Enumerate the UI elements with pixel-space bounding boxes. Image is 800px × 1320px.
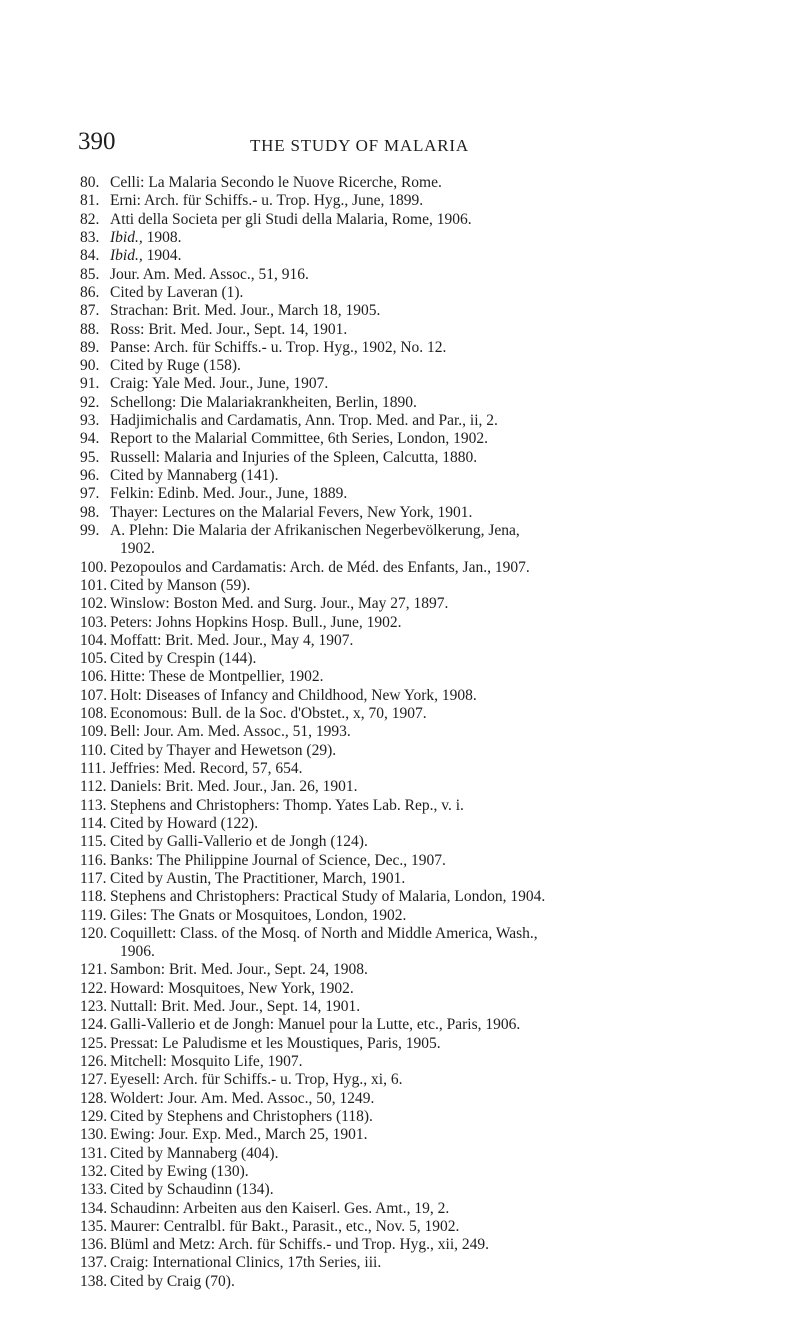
reference-text: Woldert: Jour. Am. Med. Assoc., 50, 1249. (110, 1089, 375, 1107)
reference-text: Cited by Ruge (158). (110, 357, 241, 375)
reference-number: 80. (80, 174, 100, 191)
reference-text: A. Plehn: Die Malaria der Afrikanischen Negerbevölkerung, Jena, (110, 521, 520, 539)
reference-number: 130. (80, 1126, 108, 1144)
reference-number: 83. (80, 228, 100, 246)
reference-number (80, 943, 110, 961)
reference-text: Thayer: Lectures on the Malarial Fevers, New York, 1901. (110, 503, 473, 521)
reference-item (80, 1108, 720, 1126)
reference-item (80, 797, 720, 815)
reference-text: Bell: Jour. Am. Med. Assoc., 51, 1993. (110, 723, 351, 741)
reference-number: 127. (80, 1071, 108, 1089)
reference-number (80, 540, 110, 558)
reference-item (80, 522, 720, 540)
reference-item (80, 467, 720, 485)
reference-text: Cited by Stephens and Christophers (118). (110, 1107, 373, 1125)
reference-item (80, 174, 720, 192)
reference-number: 111. (80, 760, 106, 777)
reference-text: Report to the Malarial Committee, 6th Series, London, 1902. (110, 430, 488, 448)
reference-item (80, 723, 720, 741)
reference-number: 129. (80, 1107, 108, 1125)
reference-number: 131. (80, 1144, 108, 1162)
reference-number: 81. (80, 192, 100, 210)
reference-text: Ewing: Jour. Exp. Med., March 25, 1901. (110, 1126, 368, 1144)
reference-text: Cited by Ewing (130). (110, 1162, 249, 1180)
reference-item (80, 998, 720, 1016)
reference-text: Mitchell: Mosquito Life, 1907. (110, 1053, 303, 1070)
reference-number: 105. (80, 650, 108, 668)
reference-number: 90. (80, 357, 100, 375)
reference-number: 93. (80, 412, 100, 430)
reference-item (80, 614, 720, 632)
reference-text: Giles: The Gnats or Mosquitoes, London, 1902. (110, 906, 407, 924)
reference-item (80, 1254, 720, 1272)
reference-number: 112. (80, 778, 107, 796)
reference-text: Moffatt: Brit. Med. Jour., May 4, 1907. (110, 631, 354, 649)
reference-number: 107. (80, 686, 108, 704)
reference-text: Galli-Vallerio et de Jongh: Manuel pour la Lutte, etc., Paris, 1906. (110, 1016, 521, 1034)
reference-number: 103. (80, 613, 108, 631)
reference-item (80, 1145, 720, 1163)
reference-text: Cited by Thayer and Hewetson (29). (110, 741, 337, 759)
reference-text: Cited by Schaudinn (134). (110, 1181, 274, 1199)
reference-item (80, 815, 720, 833)
reference-text: Banks: The Philippine Journal of Science, Dec., 1907. (110, 851, 446, 869)
reference-number: 132. (80, 1162, 108, 1180)
reference-item (80, 742, 720, 760)
reference-item (80, 870, 720, 888)
reference-text: Cited by Howard (122). (110, 814, 259, 832)
reference-text: Jour. Am. Med. Assoc., 51, 916. (110, 265, 309, 283)
reference-number: 117. (80, 869, 107, 887)
reference-item (80, 357, 720, 375)
reference-item (80, 577, 720, 595)
reference-item (80, 375, 720, 393)
reference-text: Jeffries: Med. Record, 57, 654. (110, 760, 303, 777)
reference-list (80, 174, 720, 1291)
reference-text: 1906. (120, 943, 155, 961)
ibid-italic: Ibid., (110, 228, 143, 246)
reference-number: 95. (80, 448, 100, 466)
reference-number: 136. (80, 1236, 108, 1254)
reference-item (80, 687, 720, 705)
reference-text: Holt: Diseases of Infancy and Childhood, New York, 1908. (110, 686, 477, 704)
reference-number: 92. (80, 393, 100, 411)
reference-number: 124. (80, 1016, 108, 1034)
reference-number: 120. (80, 924, 108, 942)
reference-text: 1902. (120, 540, 155, 558)
reference-text: Cited by Laveran (1). (110, 283, 244, 301)
reference-text: Schellong: Die Malariakrankheiten, Berlin, 1890. (110, 393, 417, 411)
reference-number: 82. (80, 210, 100, 228)
reference-text: Ross: Brit. Med. Jour., Sept. 14, 1901. (110, 320, 348, 338)
reference-text: Craig: Yale Med. Jour., June, 1907. (110, 375, 329, 393)
running-head: THE STUDY OF MALARIA (250, 136, 469, 155)
reference-text: Erni: Arch. für Schiffs.- u. Trop. Hyg., June, 1899. (110, 192, 424, 210)
reference-number: 99. (80, 521, 100, 539)
reference-item (80, 1273, 720, 1291)
reference-number: 91. (80, 375, 100, 393)
reference-text: Eyesell: Arch. für Schiffs.- u. Trop, Hyg., xi, 6. (110, 1071, 403, 1089)
reference-item (80, 888, 720, 906)
reference-text: Daniels: Brit. Med. Jour., Jan. 26, 1901. (110, 778, 358, 796)
reference-number: 134. (80, 1199, 108, 1217)
reference-item (80, 559, 720, 577)
reference-item (80, 302, 720, 320)
reference-number: 101. (80, 576, 108, 594)
reference-item (80, 760, 720, 778)
reference-item (80, 980, 720, 998)
reference-item (80, 430, 720, 448)
reference-item (80, 211, 720, 229)
reference-item (80, 907, 720, 925)
reference-number: 114. (80, 814, 107, 832)
reference-item (80, 961, 720, 979)
reference-text: Schaudinn: Arbeiten aus den Kaiserl. Ges. Amt., 19, 2. (110, 1199, 450, 1217)
page-number: 390 (78, 128, 116, 155)
reference-item (80, 1218, 720, 1236)
reference-item (80, 1181, 720, 1199)
reference-continuation-line (80, 540, 720, 558)
reference-item (80, 1035, 720, 1053)
reference-number: 115. (80, 833, 107, 851)
reference-number: 86. (80, 283, 100, 301)
reference-text: Panse: Arch. für Schiffs.- u. Trop. Hyg., 1902, No. 12. (110, 338, 447, 356)
ibid-italic: Ibid., (110, 247, 143, 265)
reference-number: 102. (80, 595, 108, 613)
reference-number: 116. (80, 851, 107, 869)
reference-text: Stephens and Christophers: Practical Study of Malaria, London, 1904. (110, 888, 546, 906)
reference-item (80, 321, 720, 339)
reference-text: Ibid., 1904. (110, 247, 182, 265)
reference-number: 113. (80, 796, 107, 814)
reference-text: Blüml and Metz: Arch. für Schiffs.- und Trop. Hyg., xii, 249. (110, 1236, 490, 1254)
reference-item (80, 284, 720, 302)
reference-item (80, 1163, 720, 1181)
reference-number: 84. (80, 247, 100, 265)
reference-item (80, 778, 720, 796)
reference-item (80, 705, 720, 723)
reference-item (80, 668, 720, 686)
reference-text: Atti della Societa per gli Studi della Malaria, Rome, 1906. (110, 210, 472, 228)
reference-number: 125. (80, 1034, 108, 1052)
reference-item (80, 1071, 720, 1089)
reference-item (80, 1200, 720, 1218)
reference-continuation-line (80, 943, 720, 961)
reference-item (80, 504, 720, 522)
reference-number: 87. (80, 302, 100, 320)
reference-item (80, 449, 720, 467)
reference-item (80, 1236, 720, 1254)
reference-item (80, 925, 720, 943)
reference-number: 135. (80, 1217, 108, 1235)
reference-item (80, 1126, 720, 1144)
reference-item (80, 229, 720, 247)
reference-item (80, 1090, 720, 1108)
reference-text: Maurer: Centralbl. für Bakt., Parasit., etc., Nov. 5, 1902. (110, 1217, 460, 1235)
reference-number: 121. (80, 961, 108, 979)
reference-text: Cited by Craig (70). (110, 1272, 235, 1290)
reference-number: 98. (80, 503, 100, 521)
reference-text: Winslow: Boston Med. and Surg. Jour., May 27, 1897. (110, 595, 449, 613)
reference-number: 97. (80, 485, 100, 503)
reference-item (80, 266, 720, 284)
reference-number: 94. (80, 430, 100, 448)
reference-item (80, 632, 720, 650)
reference-text: Coquillett: Class. of the Mosq. of North and Middle America, Wash., (110, 924, 538, 942)
reference-text: Nuttall: Brit. Med. Jour., Sept. 14, 1901. (110, 998, 361, 1016)
reference-item (80, 412, 720, 430)
reference-text: Russell: Malaria and Injuries of the Spleen, Calcutta, 1880. (110, 448, 478, 466)
reference-number: 133. (80, 1181, 108, 1199)
reference-item (80, 833, 720, 851)
reference-text: Craig: International Clinics, 17th Series, iii. (110, 1254, 382, 1272)
reference-number: 100. (80, 558, 108, 576)
reference-item (80, 485, 720, 503)
reference-number: 108. (80, 705, 108, 723)
reference-number: 106. (80, 668, 108, 686)
reference-text: Cited by Crespin (144). (110, 650, 257, 668)
reference-text: Stephens and Christophers: Thomp. Yates Lab. Rep., v. i. (110, 796, 464, 814)
reference-item (80, 1016, 720, 1034)
reference-text: Ibid., 1908. (110, 228, 182, 246)
reference-number: 119. (80, 906, 107, 924)
reference-number: 126. (80, 1053, 108, 1070)
reference-item (80, 192, 720, 210)
reference-text: Felkin: Edinb. Med. Jour., June, 1889. (110, 485, 348, 503)
reference-text: Pressat: Le Paludisme et les Moustiques, Paris, 1905. (110, 1034, 441, 1052)
reference-text: Peters: Johns Hopkins Hosp. Bull., June, 1902. (110, 613, 402, 631)
reference-text: Howard: Mosquitoes, New York, 1902. (110, 979, 354, 997)
reference-item (80, 339, 720, 357)
reference-text: Strachan: Brit. Med. Jour., March 18, 1905. (110, 302, 381, 320)
reference-number: 89. (80, 338, 100, 356)
reference-number: 137. (80, 1254, 108, 1272)
reference-text: Economous: Bull. de la Soc. d'Obstet., x, 70, 1907. (110, 705, 427, 723)
reference-text: Cited by Austin, The Practitioner, March, 1901. (110, 869, 406, 887)
reference-number: 123. (80, 998, 108, 1016)
reference-number: 85. (80, 265, 100, 283)
reference-item (80, 1053, 720, 1071)
reference-number: 88. (80, 320, 100, 338)
reference-number: 104. (80, 631, 108, 649)
reference-text: Cited by Manson (59). (110, 576, 251, 594)
reference-text: Hitte: These de Montpellier, 1902. (110, 668, 324, 686)
reference-text: Hadjimichalis and Cardamatis, Ann. Trop. Med. and Par., ii, 2. (110, 412, 498, 430)
reference-text: Pezopoulos and Cardamatis: Arch. de Méd. des Enfants, Jan., 1907. (110, 558, 530, 576)
reference-number: 118. (80, 888, 107, 906)
reference-item (80, 247, 720, 265)
reference-item (80, 394, 720, 412)
reference-number: 110. (80, 741, 107, 759)
reference-text: Cited by Mannaberg (141). (110, 467, 279, 484)
reference-number: 109. (80, 723, 108, 741)
reference-item (80, 852, 720, 870)
reference-number: 128. (80, 1089, 108, 1107)
reference-number: 122. (80, 979, 108, 997)
reference-number: 96. (80, 467, 100, 484)
reference-text: Cited by Galli-Vallerio et de Jongh (124). (110, 833, 368, 851)
reference-text: Celli: La Malaria Secondo le Nuove Ricerche, Rome. (110, 174, 442, 191)
reference-item (80, 595, 720, 613)
reference-item (80, 650, 720, 668)
reference-text: Cited by Mannaberg (404). (110, 1144, 279, 1162)
reference-text: Sambon: Brit. Med. Jour., Sept. 24, 1908. (110, 961, 368, 979)
reference-number: 138. (80, 1272, 108, 1290)
